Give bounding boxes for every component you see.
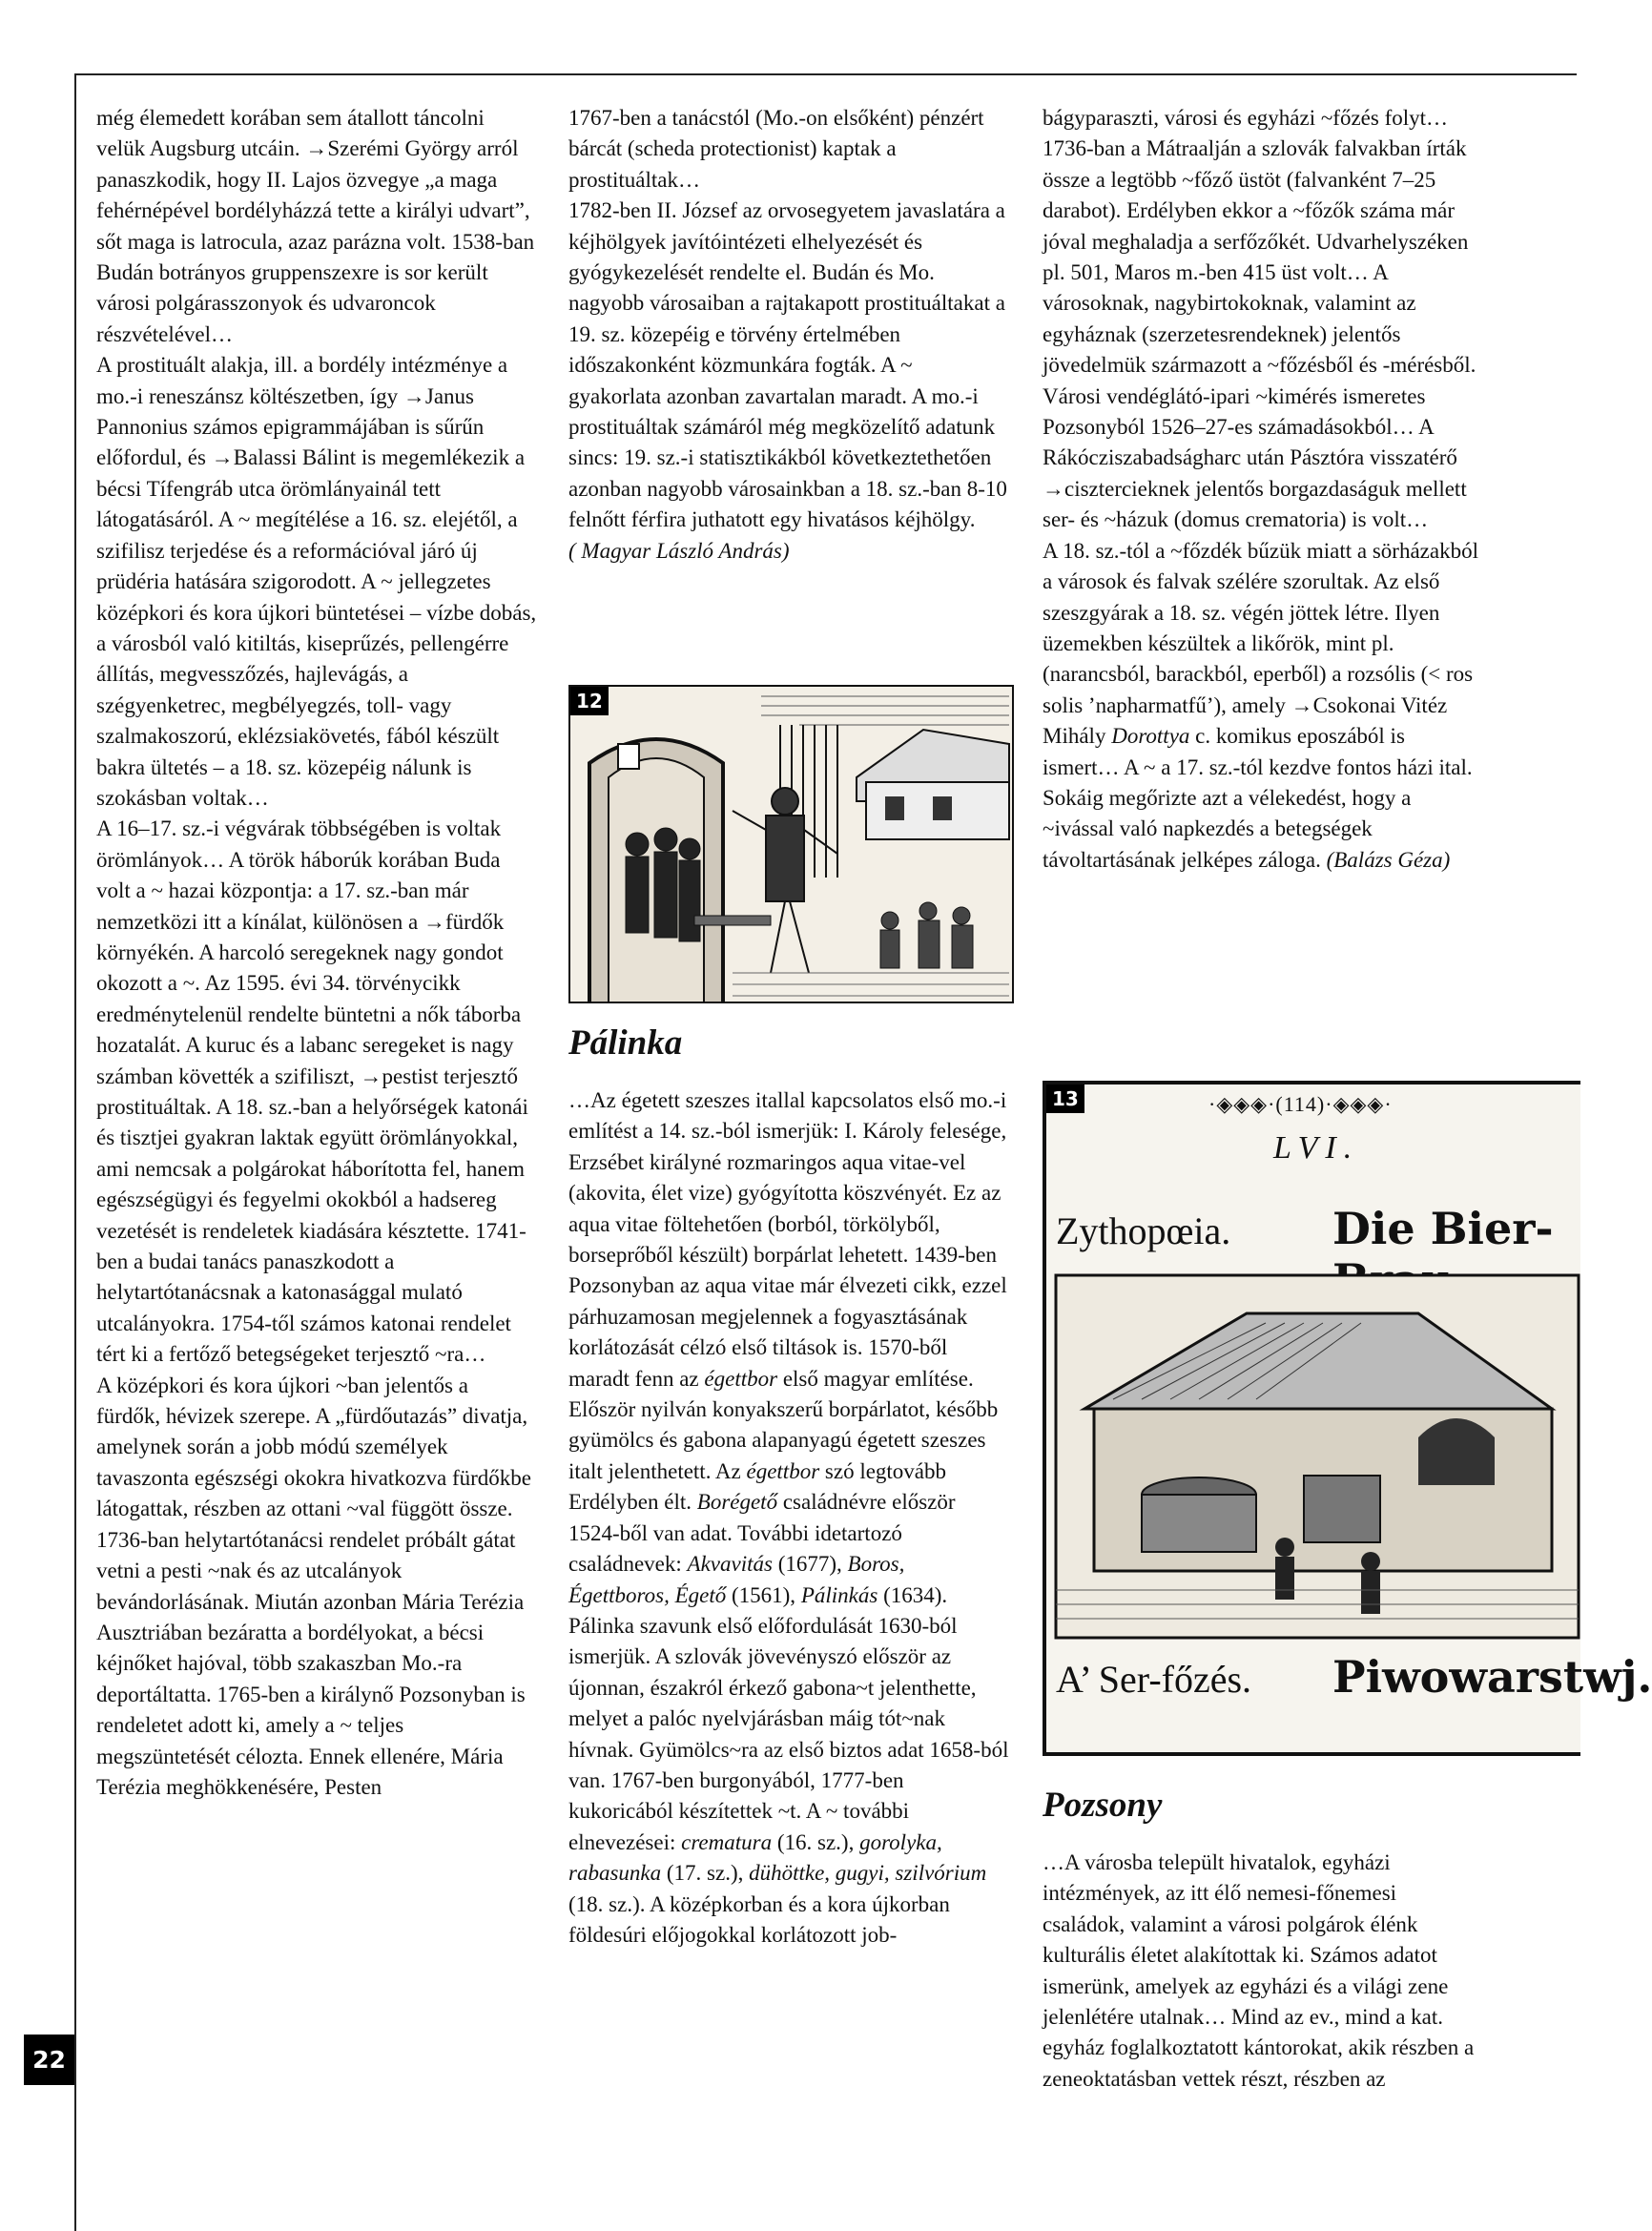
pozsony-text [1043,1848,1481,2095]
figure-number-badge: 12 [570,687,609,715]
paragraph: A 18. sz.-tól a ~főzdék bűzük miatt a sörházakból a városok és falvak szélére szorultak. Az első szeszgyárak a 18. sz. végén jöttek létre. Ilyen üzemekben készültek a likőrök, mint pl. (narancsból, barackból, eperből) a rozsólis (< ros solis ’napharmatfű’), amely →Csokonai Vitéz Mihály Dorottya c. komikus eposzából is ismert… A ~ a 17. sz.-tól kezdve fontos házi ital. Sokáig megőrizte azt a vélekedést, hogy a ~ivással való napkezdés a betegségek távoltartásának jelképes záloga. (Balázs Géza) [1043,538,1478,872]
paragraph: A prostituált alakja, ill. a bordély intézménye a mo.-i reneszánsz költészetben, így →Janus Pannonius számos epigrammájában is sűrűn előfordul, és →Balassi Bálint is megemlékezik a bécsi Tífengráb utca örömlányainál tett látogatásáról. A ~ megítélése a 16. sz. elejétől, a szifilisz terjedése és a reformációval járó új prüdéria hatására szigorodott. A ~ jellegzetes középkori és kora újkori büntetései – vízbe dobás, a városból való kitiltás, kiseprűzés, pellengérre állítás, megvesszőzés, hajlevágás, a szégyenketrec, megbélyegzés, toll- vagy szalmakoszorú, eklézsiakövetés, fából készült bakra ültetés – a 18. sz. közepéig nálunk is szokásban voltak… [96,353,537,810]
plate-caption-latin: Zythopœia. [1056,1209,1231,1252]
column-3 [1043,103,1481,876]
paragraph: bágyparaszti, városi és egyházi ~főzés folyt… 1736-ban a Mátraalján a szlovák falvakban írták össze a legtöbb ~főző üstöt (falvanként 7–25 darabot). Erdélyben ekkor a ~főzők száma már jóval meghaladja a serfőzőkét. Udvarhelyszéken pl. 501, Maros m.-ben 415 üst volt… A városoknak, nagybirtokoknak, valamint az egyháznak (szerzetesrendeknek) jelentős jövedelmük származott a ~főzésből és -mérésből. Városi vendéglátó-ipari ~kimérés ismeretes Pozsonyból 1526–27-es számadásokból… A Rákócziszabadságharc után Pásztóra visszatérő →cisztercieknek jelentős borgazdaságuk mellett ser- és ~házuk (domus crematoria) is volt… [1043,106,1476,532]
plate-numeral: LVI. [1273,1130,1360,1166]
figure-number-badge: 13 [1046,1085,1084,1113]
plate-caption-hungarian: A’ Ser-főzés. [1056,1658,1252,1701]
page-number: 22 [24,2035,74,2085]
plate-caption-slovak: Piwowarstwj. [1332,1651,1652,1703]
paragraph: 1782-ben II. József az orvosegyetem javaslatára a kéjhölgyek javítóintézeti elhelyezését és gyógykezelését rendelte el. Budán és Mo. nagyobb városaiban a rajtakapott prostituáltakat a 19. sz. közepéig e törvény értelmében időszakonként közmunkára fogták. A ~ gyakorlata azonban zavartalan maradt. A mo.-i prostituáltak számáról még megközelítő adatunk sincs: 19. sz.-i statisztikákból következtethetően azonban nagyobb városainkban a 18. sz.-ban 8-10 felnőtt férfira juthatott egy hivatásos kéjhölgy. [568,198,1007,532]
woodcut-scene [570,687,1012,1002]
woodcut-illustration-12 [568,685,1014,1003]
column-2 [568,103,1009,567]
column-1 [96,103,537,1803]
plate-header: ·◈◈◈·(114)·◈◈◈· [1208,1092,1393,1116]
author-credit: (Balázs Géza) [1326,847,1451,872]
paragraph: A középkori és kora újkori ~ban jelentős a fürdők, hévizek szerepe. A „fürdőutazás” divatja, amelynek során a jobb módú személyek tavaszonta egészségi okokra hivatkozva fürdőkbe látogattak, részben az ottani ~val függött össze. 1736-ban helytartótanácsi rendelet próbált gátat vetni a pesti ~nak és az utcalányok bevándorlásának. Miután azonban Mária Terézia Ausztriában bezáratta a bordélyokat, a bécsi kéjnőket hajóval, több szakaszban Mo.-ra deportáltatta. 1765-ben a királynő Pozsonyban is rendeletet adott ki, amely a ~ teljes megszüntetését célozta. Ennek ellenére, Mária Terézia meghökkenésére, Pesten [96,1373,531,1799]
brewery-woodcut [1056,1275,1579,1638]
paragraph: még élemedett korában sem átallott táncolni velük Augsburg utcáin. →Szerémi György arról panaszkodik, hogy II. Lajos özvegye „a maga fehérnépével bordélyházzá tette a királyi udvart”, sőt maga is latrocula, azaz parázna volt. 1538-ban Budán botrányos gruppenszexre is sor került városi polgárasszonyok és udvaroncok részvételével… [96,106,535,346]
paragraph: …A városba települt hivatalok, egyházi intézmények, az itt élő nemesi-főnemesi családok, valamint a városi polgárok élénk kulturális életet alakítottak ki. Számos adatot ismerünk, amelyek az egyházi és a világi zene jelenlétére utalnak… Mind az ev., mind a kat. egyház foglalkoztatott kántorokat, akik részben a zeneoktatásban vettek részt, részben az [1043,1850,1475,2091]
paragraph: A 16–17. sz.-i végvárak többségében is voltak örömlányok… A török háborúk korában Buda volt a ~ hazai központja: a 17. sz.-ban már nemzetközi itt a kínálat, különösen a →fürdők környékén. A harcoló seregeknek nagy gondot okozott a ~. Az 1595. évi 34. törvénycikk eredménytelenül rendelte büntetni a nők táborba hozatalát. A kuruc és a labanc seregeket is nagy számban követték a szifiliszt, →pestist terjesztő prostituáltak. A 18. sz.-ban a helyőrségek katonái és tisztjei gyakran laktak együtt örömlányokkal, ami nemcsak a polgárokat háborította fel, hanem egészségügyi és fegyelmi okokból a hadsereg vezetését is rendeletek kiadására késztette. 1741-ben a budai tanács panaszkodott a helytartótanácsnak a katonasággal mulató utcalányokra. 1754-től számos katonai rendelet tért ki a fertőző betegségeket terjesztő ~ra… [96,816,528,1367]
palinka-text [568,1085,1009,1951]
author-credit: ( Magyar László András) [568,538,790,563]
plate-caption-german: Die Bier- [1332,1203,1554,1254]
page-frame-top [74,73,1577,75]
section-heading-pozsony: Pozsony [1043,1786,1163,1825]
page-frame-left [74,73,76,2231]
paragraph: 1767-ben a tanácstól (Mo.-on elsőként) pénzért bárcát (scheda protectionist) kaptak a prostituáltak… [568,106,984,192]
section-heading-palinka: Pálinka [568,1023,683,1063]
paragraph: …Az égetett szeszes itallal kapcsolatos első mo.-i említést a 14. sz.-ból ismerjük: I. Károly felesége, Erzsébet királyné rozmaringos aqua vitae-vel (akovita, élet vize) gyógyította köszvényét. Ez az aqua vitae föltehetően (borból, törkölyből, borseprőből készült) borpárlat lehetett. 1439-ben Pozsonyban az aqua vitae már élvezeti cikk, ezzel párhuzamosan megjelennek a fogyasztásának korlátozását célzó első tiltások is. 1570-ből maradt fenn az égettbor első magyar említése. Először nyilván konyakszerű borpárlatot, később gyümölcs és gabona alapanyagú égetett szeszes italt jelenthetett. Az égettbor szó legtovább Erdélyben élt. Borégető családnévre először 1524-ből van adat. További idetartozó családnevek: Akvavitás (1677), Boros, Égettboros, Égető (1561), Pálinkás (1634). Pálinka szavunk első előfordulását 1630-ból ismerjük. A szlovák jövevényszó először az újonnan, északról érkező gabona~t jelenthette, melyet a palóc nyelvjárásban máig tót~nak hívnak. Gyümölcs~ra az első biztos adat 1658-ból van. 1767-ben burgonyából, 1777-ben kukoricából készítettek ~t. A ~ további elnevezései: crematura (16. sz.), gorolyka, rabasunka (17. sz.), dühöttke, gugyi, szilvórium (18. sz.). A középkorban és a kora újkorban földesúri előjogokkal korlátozott job- [568,1088,1009,1947]
printed-plate-illustration-13 [1043,1081,1652,1756]
